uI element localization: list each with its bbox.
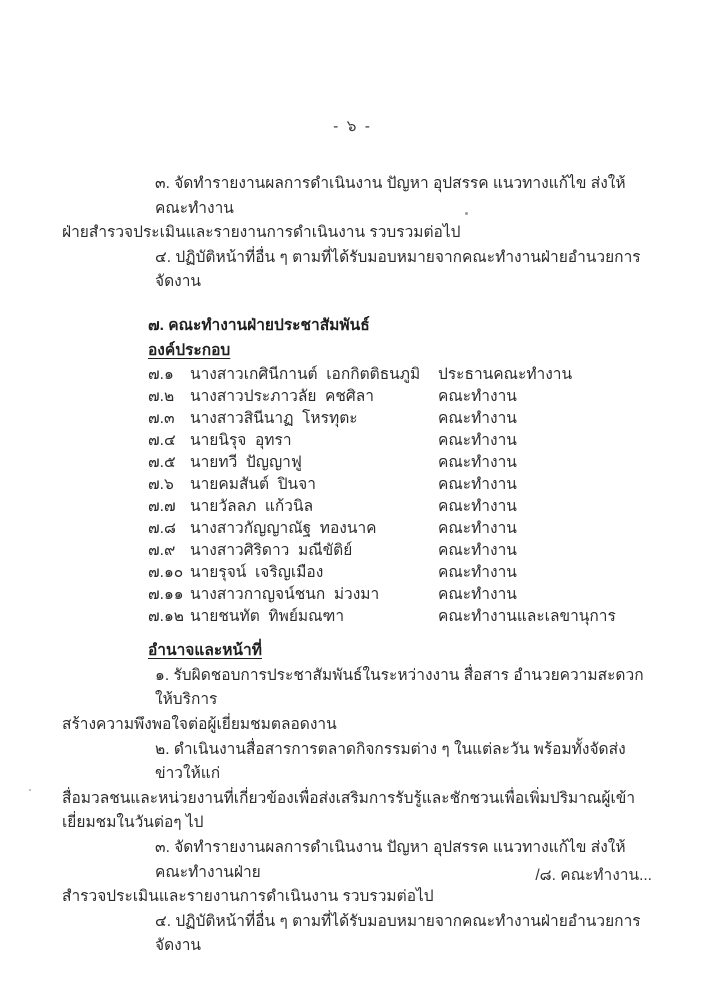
duty-item-3-line-2: สำรวจประเมินและรายงานการดำเนินงาน รวบรวมต่อไป bbox=[62, 888, 434, 906]
member-number: ๗.๕ bbox=[148, 454, 176, 472]
member-name: นายชนทัต ทิพย์มณฑา bbox=[190, 608, 345, 626]
member-number: ๗.๙ bbox=[148, 542, 176, 560]
member-role: คณะทำงาน bbox=[438, 542, 517, 560]
member-name: นางสาวเกศินีกานต์ เอกกิตติธนภูมิ bbox=[190, 366, 421, 384]
member-number: ๗.๒ bbox=[148, 388, 175, 406]
member-list bbox=[62, 364, 653, 628]
member-number: ๗.๑๒ bbox=[148, 608, 185, 626]
member-name: นางสาวสินีนาฏ โหรทุตะ bbox=[190, 410, 358, 428]
duty-item-2-line-1: ๒. ดำเนินงานสื่อสารการตลาดกิจกรรมต่าง ๆ ในแต่ละวัน พร้อมทั้งจัดส่งข่าวให้แก่ bbox=[155, 740, 626, 783]
member-role: คณะทำงาน bbox=[438, 410, 517, 428]
member-role: คณะทำงาน bbox=[438, 564, 517, 582]
member-name: นายนิรุจ อุทรา bbox=[190, 432, 292, 450]
scan-artifact-dot bbox=[465, 212, 468, 215]
member-role: คณะทำงาน bbox=[438, 586, 517, 604]
member-role: คณะทำงาน bbox=[438, 498, 517, 516]
member-number: ๗.๑๑ bbox=[148, 586, 184, 604]
document-body bbox=[62, 172, 653, 959]
duties-heading: อำนาจและหน้าที่ bbox=[148, 642, 262, 660]
member-number: ๗.๓ bbox=[148, 410, 175, 428]
duty-item-3-line-1: ๓. จัดทำรายงานผลการดำเนินงาน ปัญหา อุปสรรค แนวทางแก้ไข ส่งให้คณะทำงานฝ่าย bbox=[155, 838, 626, 881]
member-role: คณะทำงานและเลขานุการ bbox=[438, 608, 616, 626]
member-number: ๗.๗ bbox=[148, 498, 176, 516]
member-name: นางสาวกัญญาณัฐ ทองนาค bbox=[190, 520, 377, 538]
member-row bbox=[148, 540, 653, 562]
duty-item-1-line-1: ๑. รับผิดชอบการประชาสัมพันธ์ในระหว่างงาน สื่อสาร อำนวยความสะดวก ให้บริการ bbox=[155, 666, 644, 709]
committee-heading: ๗. คณะทำงานฝ่ายประชาสัมพันธ์ bbox=[148, 316, 370, 334]
member-row bbox=[148, 364, 653, 386]
member-role: ประธานคณะทำงาน bbox=[438, 366, 573, 384]
member-name: นางสาวกาญจน์ชนก ม่วงมา bbox=[190, 586, 380, 604]
member-row bbox=[148, 584, 653, 606]
member-row bbox=[148, 496, 653, 518]
intro-item-3-line-2: ฝ่ายสำรวจประเมินและรายงานการดำเนินงาน รวบรวมต่อไป bbox=[62, 224, 461, 242]
member-row bbox=[148, 386, 653, 408]
member-row bbox=[148, 408, 653, 430]
member-name: นายคมสันต์ ปินจา bbox=[190, 476, 316, 494]
member-row bbox=[148, 518, 653, 540]
intro-item-4: ๔. ปฏิบัติหน้าที่อื่น ๆ ตามที่ได้รับมอบหมายจากคณะทำงานฝ่ายอำนวยการจัดงาน bbox=[155, 248, 641, 291]
member-name: นายวัลลภ แก้วนิล bbox=[190, 498, 314, 516]
member-row bbox=[148, 562, 653, 584]
member-row bbox=[148, 474, 653, 496]
continuation-note: /๘. คณะทำงาน... bbox=[535, 867, 652, 884]
member-row bbox=[148, 606, 653, 628]
member-number: ๗.๖ bbox=[148, 476, 174, 494]
page-number: - ๖ - bbox=[333, 118, 372, 135]
member-role: คณะทำงาน bbox=[438, 432, 517, 450]
intro-item-3-line-1: ๓. จัดทำรายงานผลการดำเนินงาน ปัญหา อุปสรรค แนวทางแก้ไข ส่งให้คณะทำงาน bbox=[155, 175, 626, 217]
member-role: คณะทำงาน bbox=[438, 476, 517, 494]
member-row bbox=[148, 452, 653, 474]
composition-heading: องค์ประกอบ bbox=[148, 341, 231, 359]
member-role: คณะทำงาน bbox=[438, 388, 517, 406]
scan-artifact-dot bbox=[29, 789, 31, 791]
member-name: นายรุจน์ เจริญเมือง bbox=[190, 564, 324, 582]
duty-item-1-line-2: สร้างความพึงพอใจต่อผู้เยี่ยมชมตลอดงาน bbox=[62, 715, 337, 733]
member-name: นางสาวศิริดาว มณีขัติย์ bbox=[190, 542, 353, 560]
member-number: ๗.๑๐ bbox=[148, 564, 184, 582]
member-row bbox=[148, 430, 653, 452]
member-number: ๗.๔ bbox=[148, 432, 176, 450]
member-number: ๗.๑ bbox=[148, 366, 174, 384]
member-name: นายทวี ปัญญาฟู bbox=[190, 454, 302, 472]
member-name: นางสาวประภาวลัย คชศิลา bbox=[190, 388, 374, 406]
member-number: ๗.๘ bbox=[148, 520, 176, 538]
member-role: คณะทำงาน bbox=[438, 454, 517, 472]
duty-item-2-line-2: สื่อมวลชนและหน่วยงานที่เกี่ยวข้องเพื่อส่งเสริมการรับรู้และชักชวนเพื่อเพิ่มปริมาณผู้เข้าเยี่ยมชมในวันต่อๆ ไป bbox=[62, 789, 636, 832]
duty-item-4: ๔. ปฏิบัติหน้าที่อื่น ๆ ตามที่ได้รับมอบหมายจากคณะทำงานฝ่ายอำนวยการจัดงาน bbox=[155, 912, 641, 955]
member-role: คณะทำงาน bbox=[438, 520, 517, 538]
